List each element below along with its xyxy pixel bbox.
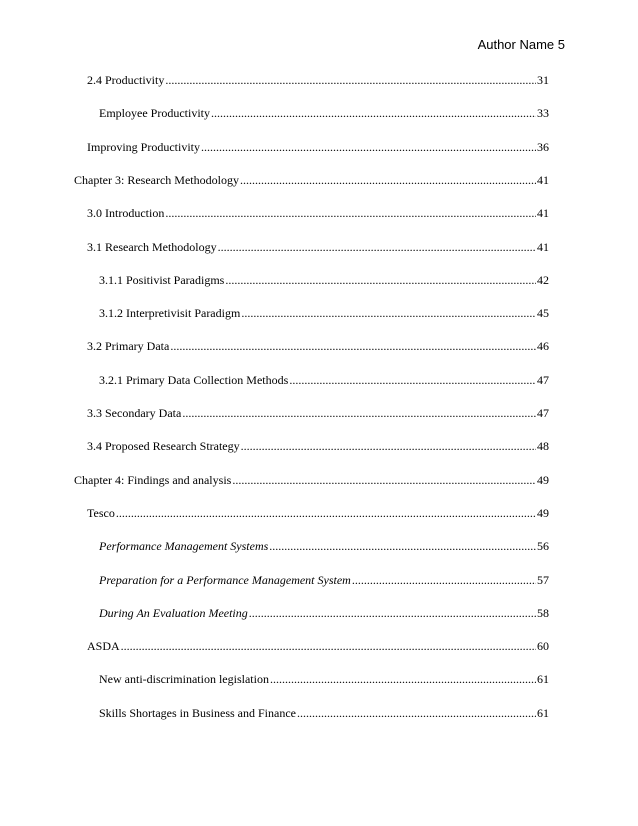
toc-entry-title: ASDA <box>87 639 120 654</box>
toc-page-number: 45 <box>537 306 549 321</box>
toc-page-number: 48 <box>537 439 549 454</box>
toc-entry[interactable] <box>99 672 549 688</box>
toc-entry-title: Performance Management Systems <box>99 539 269 554</box>
toc-dot-leader <box>352 573 536 588</box>
toc-dot-leader <box>241 306 536 321</box>
toc-page-number: 56 <box>537 539 549 554</box>
toc-entry[interactable] <box>99 606 549 622</box>
toc-entry-title: Employee Productivity <box>99 106 210 121</box>
toc-entry-title: 3.0 Introduction <box>87 206 165 221</box>
toc-page-number: 61 <box>537 672 549 687</box>
toc-entry[interactable] <box>99 573 549 589</box>
toc-entry-title: Skills Shortages in Business and Finance <box>99 705 296 720</box>
toc-page-number: 61 <box>537 705 549 720</box>
toc-page-number: 60 <box>537 639 549 654</box>
toc-dot-leader <box>241 439 536 454</box>
toc-entry[interactable] <box>99 539 549 555</box>
toc-entry-title: 3.1.2 Interpretivisit Paradigm <box>99 306 241 321</box>
toc-dot-leader <box>170 339 536 354</box>
toc-dot-leader <box>240 173 536 188</box>
toc-page-number: 41 <box>537 172 549 187</box>
toc-dot-leader <box>270 672 536 687</box>
toc-entry-title: Improving Productivity <box>87 139 200 154</box>
toc-dot-leader <box>297 706 536 721</box>
toc-dot-leader <box>289 373 536 388</box>
toc-entry[interactable] <box>87 406 549 422</box>
toc-page-number: 49 <box>537 472 549 487</box>
toc-entry[interactable] <box>99 273 549 289</box>
toc-entry[interactable] <box>87 140 549 156</box>
toc-entry-title: Preparation for a Performance Management System <box>99 572 351 587</box>
toc-entry-title: 3.1.1 Positivist Paradigms <box>99 272 225 287</box>
toc-entry-title: 3.2.1 Primary Data Collection Methods <box>99 372 289 387</box>
toc-dot-leader <box>269 539 536 554</box>
toc-dot-leader <box>165 73 536 88</box>
toc-dot-leader <box>211 106 536 121</box>
toc-page-number: 41 <box>537 206 549 221</box>
toc-page-number: 46 <box>537 339 549 354</box>
toc-page-number: 36 <box>537 139 549 154</box>
toc-page-number: 47 <box>537 372 549 387</box>
toc-entry[interactable] <box>87 639 549 655</box>
toc-dot-leader <box>249 606 536 621</box>
toc-entry[interactable] <box>74 173 549 189</box>
toc-dot-leader <box>201 140 536 155</box>
toc-entry[interactable] <box>99 306 549 322</box>
toc-entry-title: 3.3 Secondary Data <box>87 406 182 420</box>
toc-dot-leader <box>182 406 536 421</box>
toc-entry-title: Tesco <box>87 505 115 520</box>
toc-dot-leader <box>232 473 536 488</box>
toc-entry-title: Chapter 3: Research Methodology <box>74 172 239 187</box>
toc-entry[interactable] <box>99 106 549 122</box>
toc-page-number: 33 <box>537 106 549 121</box>
toc-entry-title: New anti-discrimination legislation <box>99 672 269 687</box>
toc-page-number: 57 <box>537 572 549 587</box>
toc-page-number: 31 <box>537 73 549 87</box>
toc-entry-title: During An Evaluation Meeting <box>99 605 248 620</box>
toc-entry[interactable] <box>99 373 549 389</box>
toc-entry-title: 3.2 Primary Data <box>87 339 170 354</box>
toc-page-number: 47 <box>537 406 549 420</box>
running-header: Author Name 5 <box>477 37 565 52</box>
toc-entry-title: 2.4 Productivity <box>87 73 165 87</box>
toc-page-number: 41 <box>537 239 549 254</box>
toc-entry-title: 3.1 Research Methodology <box>87 239 217 254</box>
toc-page-number: 58 <box>537 605 549 620</box>
toc-entry[interactable] <box>87 73 549 89</box>
toc-dot-leader <box>116 506 536 521</box>
toc-entry-title: Chapter 4: Findings and analysis <box>74 472 232 487</box>
toc-entry[interactable] <box>87 506 549 522</box>
toc-page-number: 49 <box>537 505 549 520</box>
toc-dot-leader <box>165 206 536 221</box>
toc-page-number: 42 <box>537 272 549 287</box>
toc-entry-title: 3.4 Proposed Research Strategy <box>87 439 240 454</box>
toc-entry[interactable] <box>87 206 549 222</box>
toc-entry[interactable] <box>99 706 549 722</box>
toc-dot-leader <box>225 273 536 288</box>
toc-entry[interactable] <box>87 240 549 256</box>
toc-entry[interactable] <box>74 473 549 489</box>
toc-dot-leader <box>121 639 536 654</box>
toc-entry[interactable] <box>87 339 549 355</box>
toc-dot-leader <box>218 240 536 255</box>
toc-entry[interactable] <box>87 439 549 455</box>
